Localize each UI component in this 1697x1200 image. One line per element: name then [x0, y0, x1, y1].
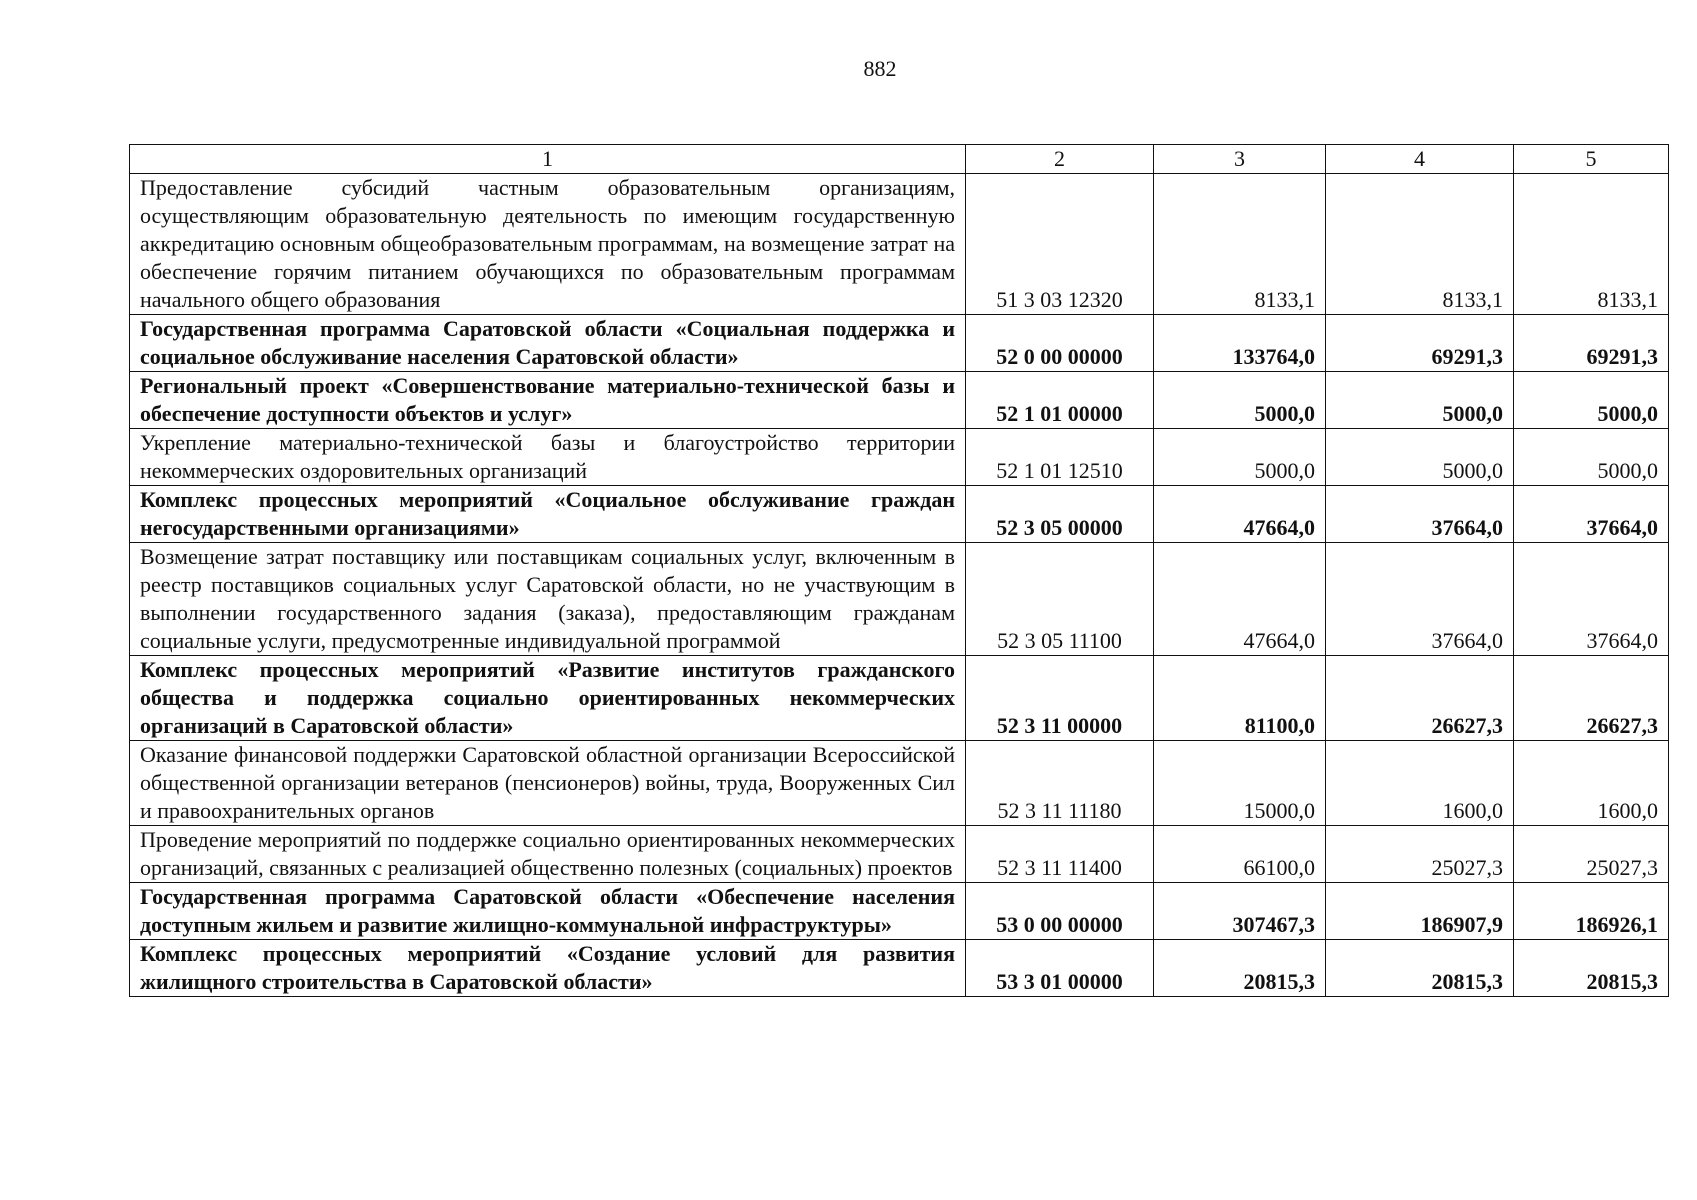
row-value-col4: 1600,0 — [1326, 741, 1514, 826]
row-value-col3: 47664,0 — [1154, 543, 1326, 656]
table-row — [130, 940, 1669, 997]
row-value-col3: 81100,0 — [1154, 656, 1326, 741]
row-name: Государственная программа Саратовской области «Обеспечение населения доступным жильем и развитие жилищно-коммунальной инфраструктуры» — [130, 883, 966, 940]
row-name: Государственная программа Саратовской области «Социальная поддержка и социальное обслуживание населения Саратовской области» — [130, 315, 966, 372]
row-name: Оказание финансовой поддержки Саратовской областной организации Всероссийской общественной организации ветеранов (пенсионеров) войны, труда, Вооруженных Сил и правоохранительных органов — [130, 741, 966, 826]
row-value-col3: 5000,0 — [1154, 372, 1326, 429]
table-row — [130, 429, 1669, 486]
row-code: 52 0 00 00000 — [966, 315, 1154, 372]
row-code: 53 3 01 00000 — [966, 940, 1154, 997]
header-row — [130, 145, 1669, 174]
row-value-col3: 47664,0 — [1154, 486, 1326, 543]
row-value-col4: 37664,0 — [1326, 486, 1514, 543]
row-code: 52 3 11 11400 — [966, 826, 1154, 883]
row-name: Проведение мероприятий по поддержке социально ориентированных некоммерческих организаций, связанных с реализацией общественно полезных (социальных) проектов — [130, 826, 966, 883]
row-value-col3: 15000,0 — [1154, 741, 1326, 826]
table-row — [130, 656, 1669, 741]
budget-table — [129, 144, 1669, 997]
table-header — [130, 145, 1669, 174]
row-code: 52 3 05 11100 — [966, 543, 1154, 656]
row-value-col5: 37664,0 — [1514, 486, 1669, 543]
header-col-4: 4 — [1326, 145, 1514, 174]
row-value-col3: 5000,0 — [1154, 429, 1326, 486]
table-row — [130, 315, 1669, 372]
table-row — [130, 883, 1669, 940]
row-code: 52 1 01 12510 — [966, 429, 1154, 486]
row-value-col5: 20815,3 — [1514, 940, 1669, 997]
row-value-col5: 5000,0 — [1514, 372, 1669, 429]
header-col-5: 5 — [1514, 145, 1669, 174]
page-number: 882 — [863, 56, 897, 81]
row-value-col5: 5000,0 — [1514, 429, 1669, 486]
row-value-col3: 66100,0 — [1154, 826, 1326, 883]
row-value-col4: 5000,0 — [1326, 429, 1514, 486]
row-name: Укрепление материально-технической базы и благоустройство территории некоммерческих оздоровительных организаций — [130, 429, 966, 486]
row-name: Предоставление субсидий частным образовательным организациям, осуществляющим образовательную деятельность по имеющим государственную аккредитацию основным общеобразовательным программам, на возмещение затрат на обеспечение горячим питанием обучающихся по образовательным программам начального общего образования — [130, 174, 966, 315]
table-body — [130, 174, 1669, 997]
row-value-col4: 26627,3 — [1326, 656, 1514, 741]
row-name: Комплекс процессных мероприятий «Социальное обслуживание граждан негосударственными организациями» — [130, 486, 966, 543]
row-value-col4: 20815,3 — [1326, 940, 1514, 997]
row-value-col4: 186907,9 — [1326, 883, 1514, 940]
row-name: Региональный проект «Совершенствование материально-технической базы и обеспечение доступности объектов и услуг» — [130, 372, 966, 429]
row-value-col4: 8133,1 — [1326, 174, 1514, 315]
row-code: 52 3 11 11180 — [966, 741, 1154, 826]
row-value-col3: 133764,0 — [1154, 315, 1326, 372]
header-col-1: 1 — [130, 145, 966, 174]
row-value-col3: 20815,3 — [1154, 940, 1326, 997]
row-value-col4: 25027,3 — [1326, 826, 1514, 883]
row-value-col5: 26627,3 — [1514, 656, 1669, 741]
row-code: 52 3 05 00000 — [966, 486, 1154, 543]
row-code: 53 0 00 00000 — [966, 883, 1154, 940]
header-col-2: 2 — [966, 145, 1154, 174]
row-value-col5: 186926,1 — [1514, 883, 1669, 940]
row-name: Возмещение затрат поставщику или поставщикам социальных услуг, включенным в реестр поставщиков социальных услуг Саратовской области, но не участвующим в выполнении государственного задания (заказа), предоставляющим гражданам социальные услуги, предусмотренные индивидуальной программой — [130, 543, 966, 656]
header-col-3: 3 — [1154, 145, 1326, 174]
row-value-col5: 69291,3 — [1514, 315, 1669, 372]
row-value-col4: 37664,0 — [1326, 543, 1514, 656]
row-name: Комплекс процессных мероприятий «Развитие институтов гражданского общества и поддержка социально ориентированных некоммерческих организаций в Саратовской области» — [130, 656, 966, 741]
table-row — [130, 486, 1669, 543]
row-value-col3: 307467,3 — [1154, 883, 1326, 940]
row-value-col3: 8133,1 — [1154, 174, 1326, 315]
row-value-col5: 8133,1 — [1514, 174, 1669, 315]
table-row — [130, 174, 1669, 315]
row-value-col5: 25027,3 — [1514, 826, 1669, 883]
row-value-col5: 37664,0 — [1514, 543, 1669, 656]
row-code: 51 3 03 12320 — [966, 174, 1154, 315]
row-code: 52 3 11 00000 — [966, 656, 1154, 741]
row-value-col4: 5000,0 — [1326, 372, 1514, 429]
table-row — [130, 372, 1669, 429]
row-value-col5: 1600,0 — [1514, 741, 1669, 826]
table-row — [130, 826, 1669, 883]
row-code: 52 1 01 00000 — [966, 372, 1154, 429]
row-name: Комплекс процессных мероприятий «Создание условий для развития жилищного строительства в Саратовской области» — [130, 940, 966, 997]
row-value-col4: 69291,3 — [1326, 315, 1514, 372]
table-row — [130, 543, 1669, 656]
table-row — [130, 741, 1669, 826]
